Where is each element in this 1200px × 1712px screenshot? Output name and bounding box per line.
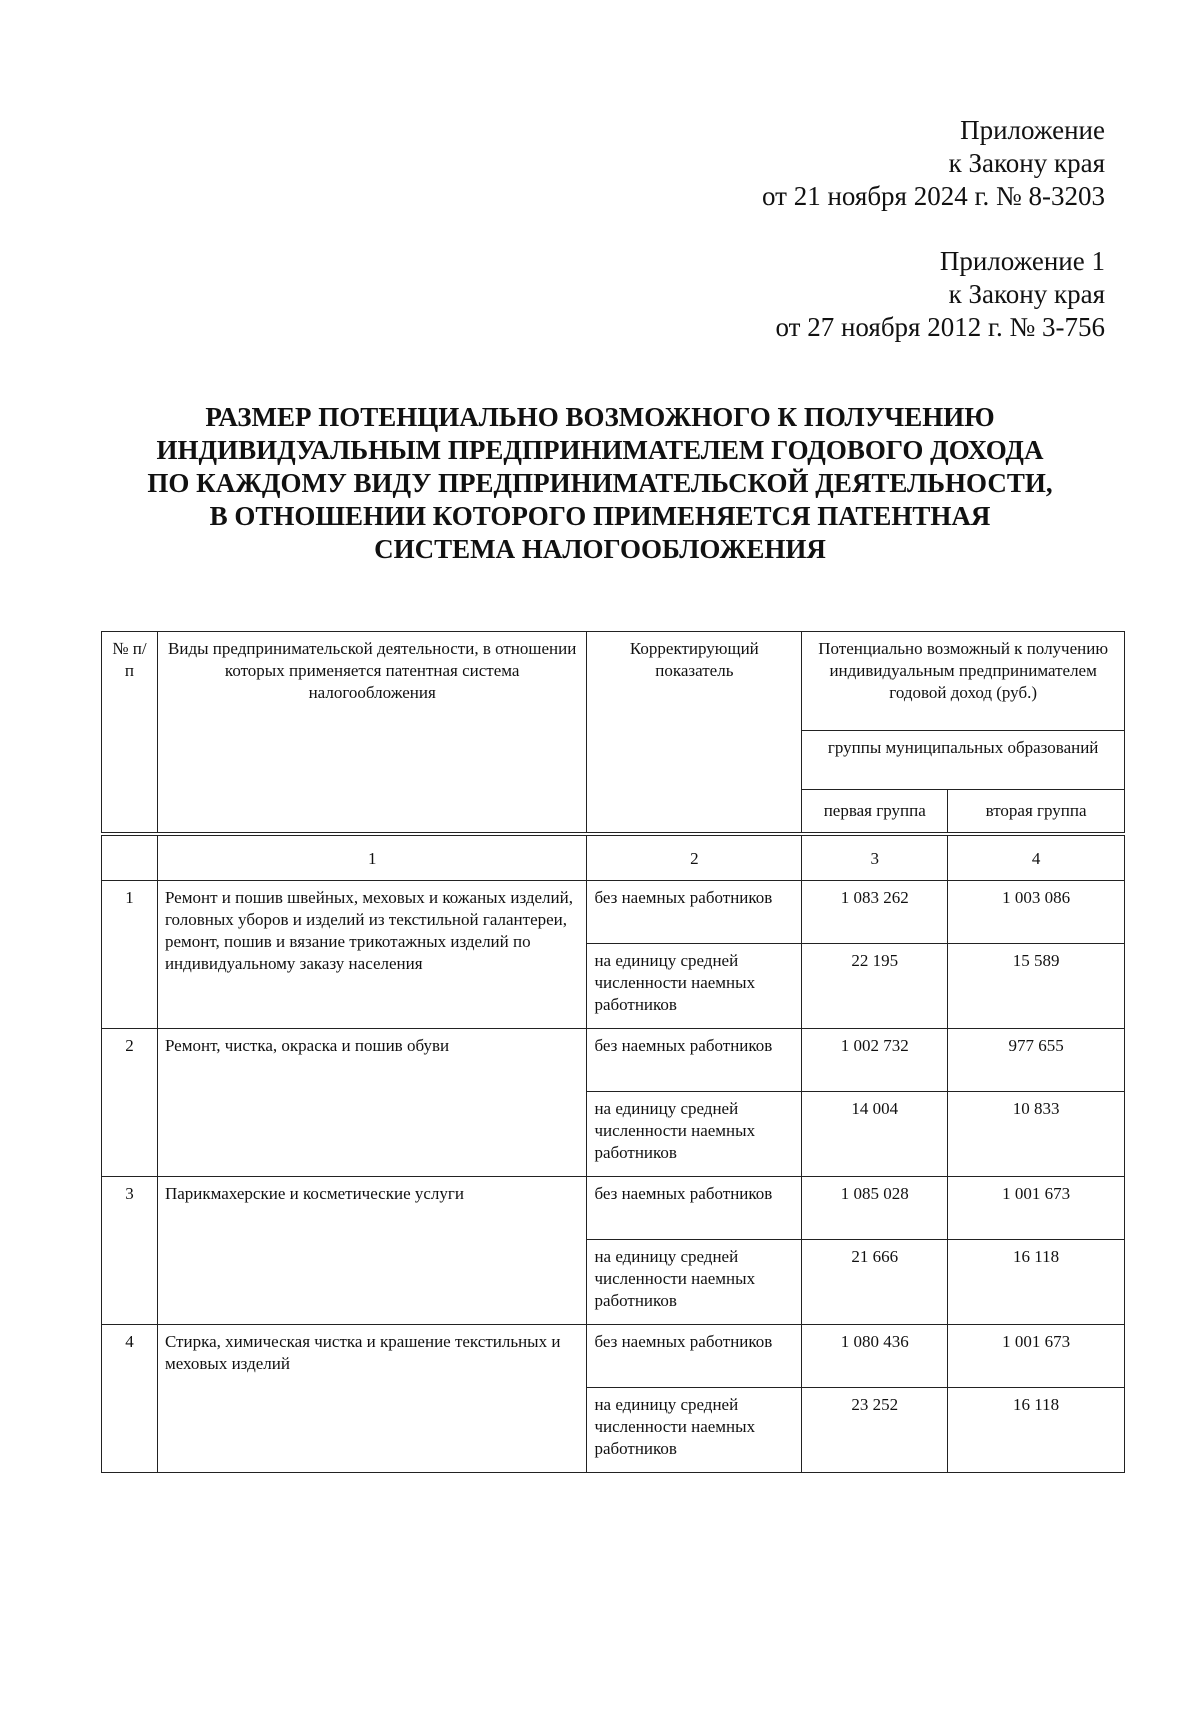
row-number: 2 <box>102 1029 158 1177</box>
group2-income-cell: 16 118 <box>948 1388 1125 1473</box>
activity-cell: Ремонт и пошив швейных, меховых и кожаных изделий, головных уборов и изделий из текстильной галантереи, ремонт, пошив и вязание трикотажных изделий по индивидуальному заказу населения <box>157 881 587 1029</box>
header-line: к Закону края <box>948 148 1105 178</box>
original-appendix-header <box>776 245 1105 344</box>
activity-cell: Парикмахерские и косметические услуги <box>157 1177 587 1325</box>
indicator-cell: на единицу средней численности наемных работников <box>587 1388 802 1473</box>
group1-income-cell: 23 252 <box>802 1388 948 1473</box>
header-row <box>102 632 1125 731</box>
indicator-cell: без наемных работников <box>587 1029 802 1092</box>
title-line: ИНДИВИДУАЛЬНЫМ ПРЕДПРИНИМАТЕЛЕМ ГОДОВОГО ДОХОДА <box>156 435 1044 465</box>
table-row <box>102 1177 1125 1240</box>
col-header-num: № п/п <box>102 632 158 835</box>
column-number: 3 <box>802 834 948 881</box>
group2-income-cell: 977 655 <box>948 1029 1125 1092</box>
title-line: ПО КАЖДОМУ ВИДУ ПРЕДПРИНИМАТЕЛЬСКОЙ ДЕЯТЕЛЬНОСТИ, <box>147 468 1053 498</box>
indicator-cell: на единицу средней численности наемных работников <box>587 1240 802 1325</box>
header-line: от 21 ноября 2024 г. № 8-3203 <box>762 181 1105 211</box>
document-title <box>100 401 1100 566</box>
title-line: СИСТЕМА НАЛОГООБЛОЖЕНИЯ <box>374 534 826 564</box>
column-number: 1 <box>157 834 587 881</box>
col-header-activity: Виды предпринимательской деятельности, в отношении которых применяется патентная система налогообложения <box>157 632 587 835</box>
column-number <box>102 834 158 881</box>
group1-income-cell: 1 085 028 <box>802 1177 948 1240</box>
header-line: к Закону края <box>948 279 1105 309</box>
table-row <box>102 1325 1125 1388</box>
group1-income-cell: 21 666 <box>802 1240 948 1325</box>
appendix-header <box>762 114 1105 213</box>
indicator-cell: на единицу средней численности наемных работников <box>587 944 802 1029</box>
row-number: 1 <box>102 881 158 1029</box>
col-header-indicator: Корректирующий показатель <box>587 632 802 835</box>
group1-income-cell: 22 195 <box>802 944 948 1029</box>
col-header-group1: первая группа <box>802 790 948 835</box>
indicator-cell: без наемных работников <box>587 1177 802 1240</box>
header-line: Приложение <box>960 115 1105 145</box>
column-number-row <box>102 834 1125 881</box>
header-line: от 27 ноября 2012 г. № 3-756 <box>775 312 1105 342</box>
activity-cell: Ремонт, чистка, окраска и пошив обуви <box>157 1029 587 1177</box>
indicator-cell: без наемных работников <box>587 1325 802 1388</box>
column-number: 4 <box>948 834 1125 881</box>
group2-income-cell: 1 003 086 <box>948 881 1125 944</box>
group1-income-cell: 1 002 732 <box>802 1029 948 1092</box>
group2-income-cell: 1 001 673 <box>948 1325 1125 1388</box>
table-row <box>102 1029 1125 1092</box>
activity-cell: Стирка, химическая чистка и крашение текстильных и меховых изделий <box>157 1325 587 1473</box>
row-number: 3 <box>102 1177 158 1325</box>
group1-income-cell: 14 004 <box>802 1092 948 1177</box>
group2-income-cell: 15 589 <box>948 944 1125 1029</box>
col-header-income: Потенциально возможный к получению индивидуальным предпринимателем годовой доход (руб.) <box>802 632 1125 731</box>
income-table <box>101 631 1125 1473</box>
group2-income-cell: 10 833 <box>948 1092 1125 1177</box>
group1-income-cell: 1 083 262 <box>802 881 948 944</box>
group2-income-cell: 16 118 <box>948 1240 1125 1325</box>
group1-income-cell: 1 080 436 <box>802 1325 948 1388</box>
row-number: 4 <box>102 1325 158 1473</box>
title-line: РАЗМЕР ПОТЕНЦИАЛЬНО ВОЗМОЖНОГО К ПОЛУЧЕНИЮ <box>205 402 995 432</box>
col-header-group2: вторая группа <box>948 790 1125 835</box>
indicator-cell: без наемных работников <box>587 881 802 944</box>
indicator-cell: на единицу средней численности наемных работников <box>587 1092 802 1177</box>
group2-income-cell: 1 001 673 <box>948 1177 1125 1240</box>
column-number: 2 <box>587 834 802 881</box>
header-line: Приложение 1 <box>939 246 1105 276</box>
table-row <box>102 881 1125 944</box>
col-header-groups: группы муниципальных образований <box>802 731 1125 790</box>
title-line: В ОТНОШЕНИИ КОТОРОГО ПРИМЕНЯЕТСЯ ПАТЕНТНАЯ <box>209 501 991 531</box>
